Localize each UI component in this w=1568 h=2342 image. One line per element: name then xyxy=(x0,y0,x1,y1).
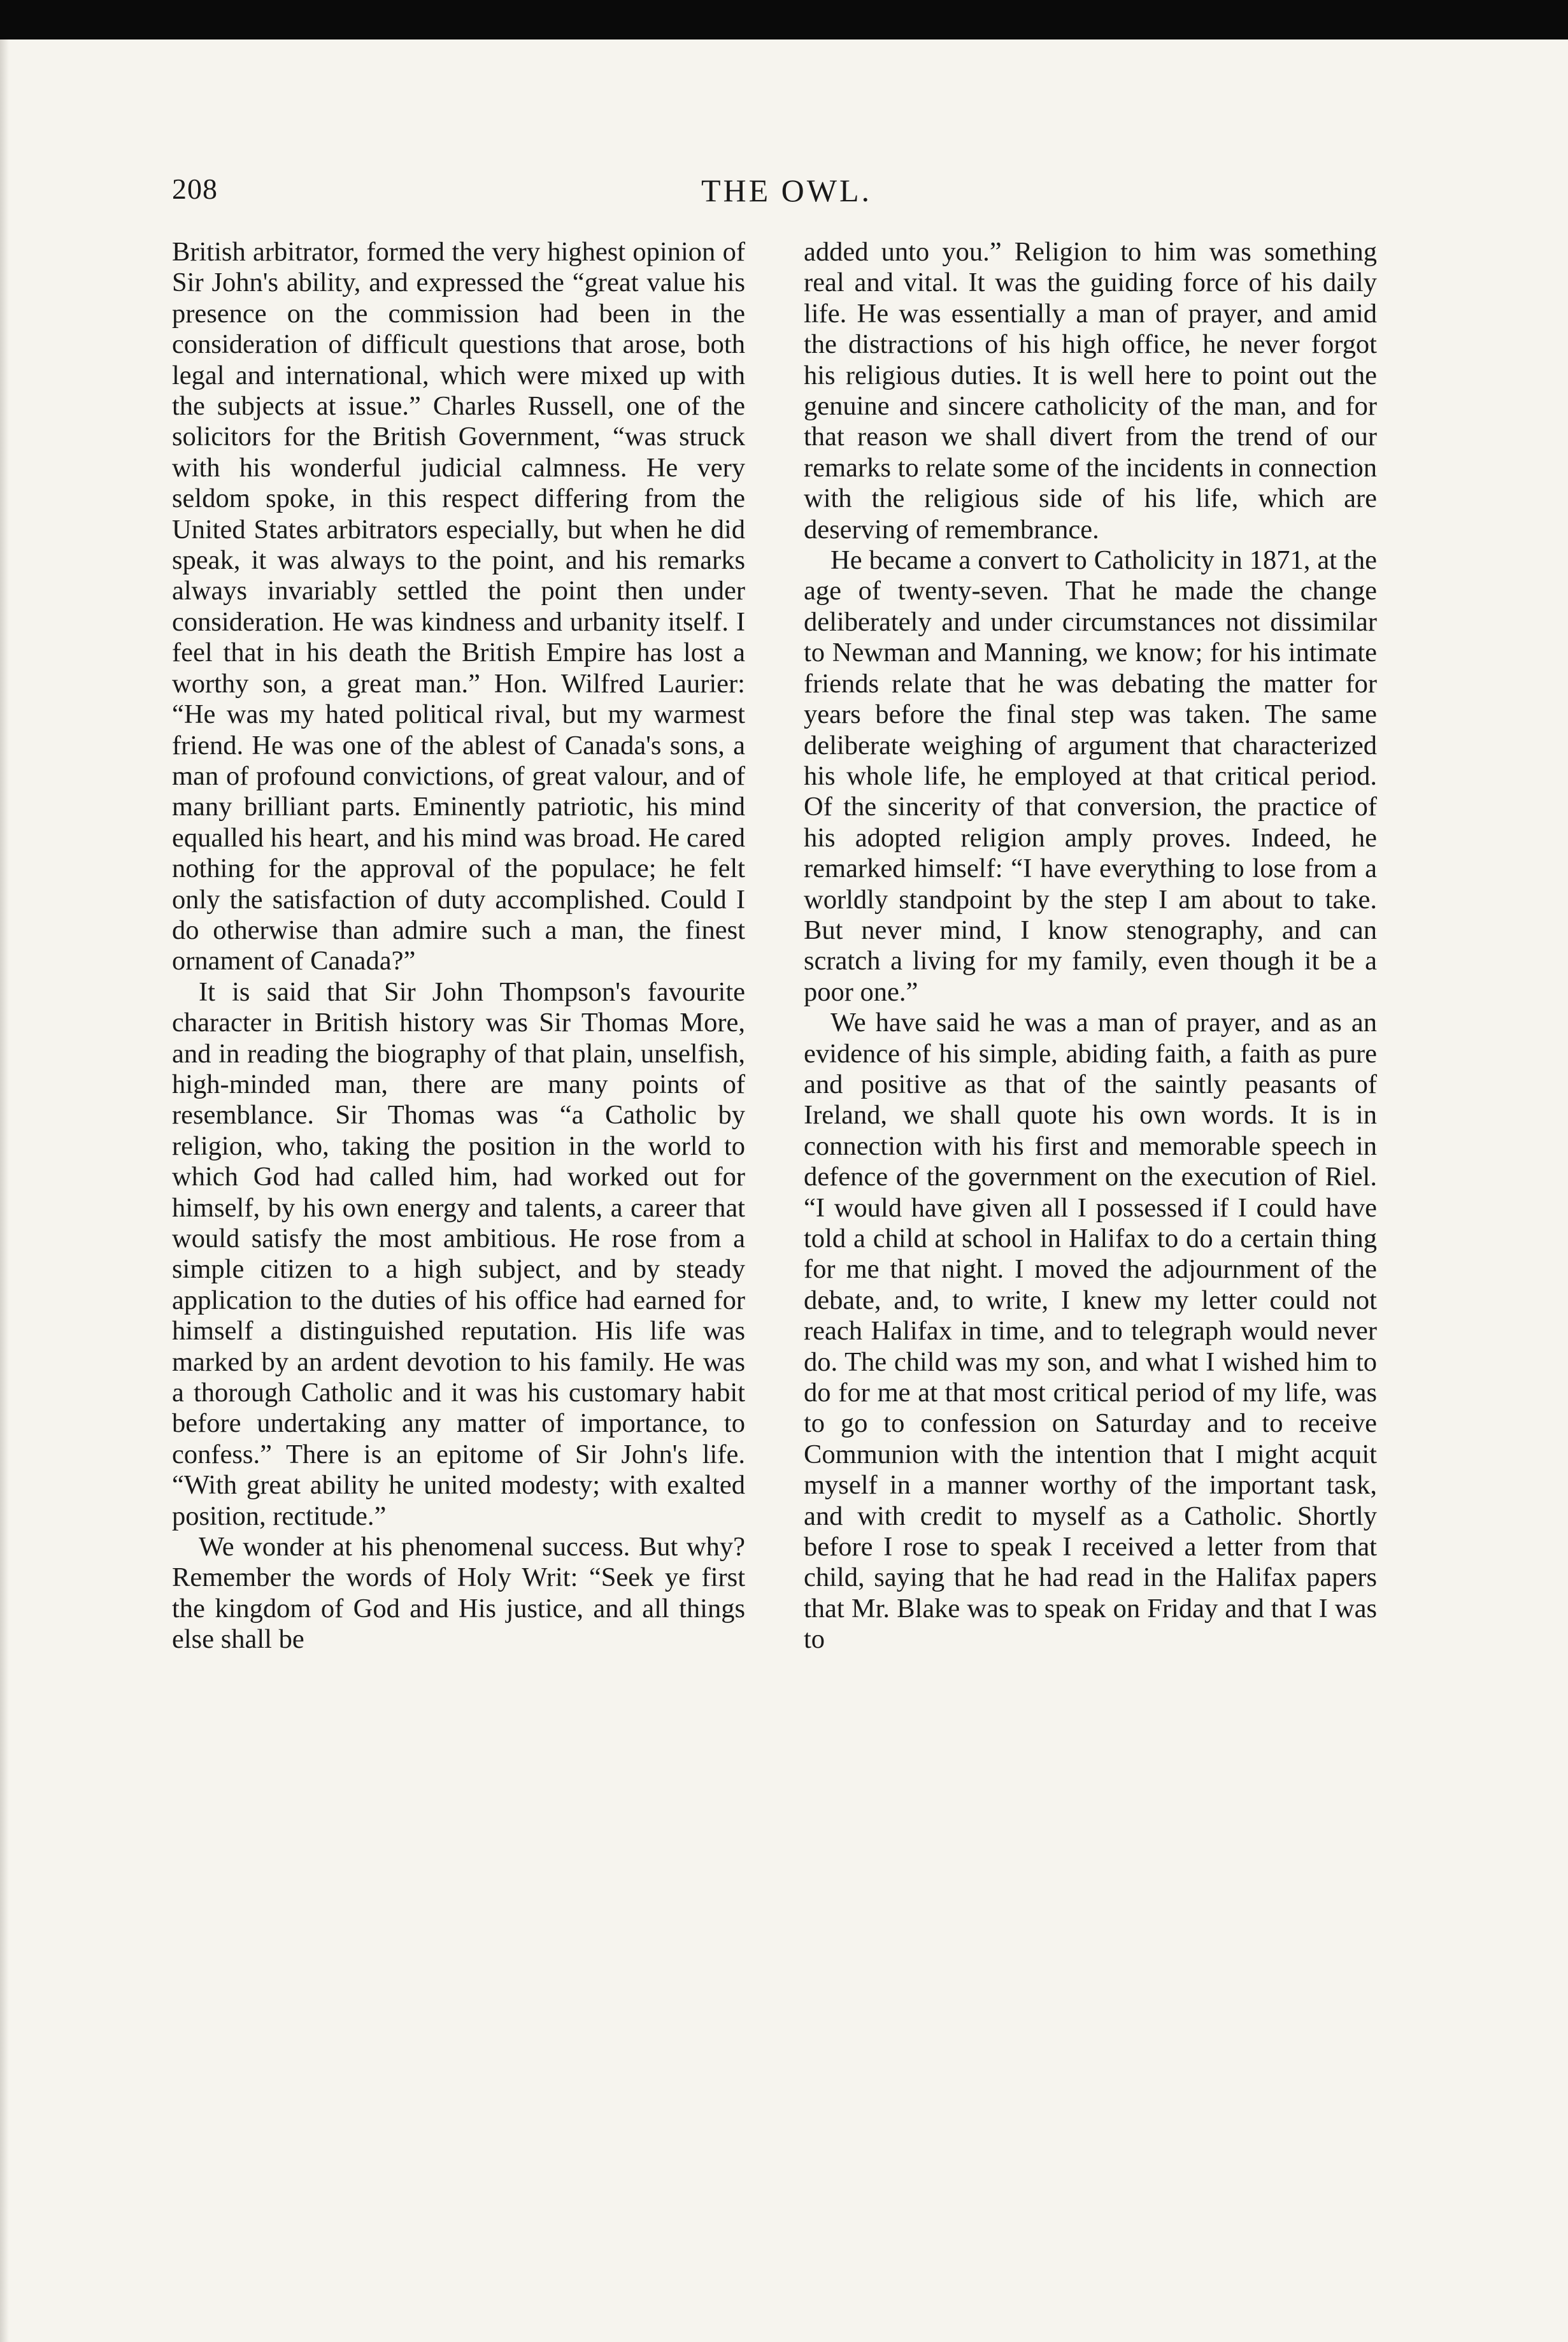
paragraph: It is said that Sir John Thompson's favourite character in British history was Sir Thomas More, and in reading the biography of that plain, unselfish, high-minded man, there are many points of resemblance. Sir Thomas was “a Catholic by religion, who, taking the position in the world to which God had called him, had worked out for himself, by his own energy and talents, a career that would satisfy the most ambitious. He rose from a simple citizen to a high subject, and by steady application to the duties of his office had earned for himself a distinguished reputation. His life was marked by an ardent devotion to his family. He was a thorough Catholic and it was his customary habit before undertaking any matter of importance, to confess.” There is an epitome of Sir John's life. “With great ability he united modesty; with exalted position, rectitude.” xyxy=(172,976,745,1531)
running-title: THE OWL. xyxy=(701,173,873,208)
paragraph: He became a convert to Catholicity in 1871, at the age of twenty-seven. That he made the change deliberately and under circumstances not dissimilar to Newman and Manning, we know; for his intimate friends relate that he was debating the matter for years before the final step was taken. The same deliberate weighing of argument that characterized his whole life, he employed at that critical period. Of the sincerity of that conversion, the practice of his adopted religion amply proves. Indeed, he remarked himself: “I have everything to lose from a worldly standpoint by the step I am about to take. But never mind, I know stenography, and can scratch a living for my family, even though it be a poor one.” xyxy=(804,545,1377,1007)
left-column xyxy=(172,237,745,1655)
paragraph: British arbitrator, formed the very highest opinion of Sir John's ability, and expressed the “great value his presence on the commission had been in the consideration of difficult questions that arose, both legal and international, which were mixed up with the subjects at issue.” Charles Russell, one of the solicitors for the British Government, “was struck with his wonderful judicial calmness. He very seldom spoke, in this respect differing from the United States arbitrators especially, but when he did speak, it was always to the point, and his remarks always invariably settled the point then under consideration. He was kindness and urbanity itself. I feel that in his death the British Empire has lost a worthy son, a great man.” Hon. Wilfred Laurier: “He was my hated political rival, but my warmest friend. He was one of the ablest of Canada's sons, a man of profound convictions, of great valour, and of many brilliant parts. Eminently patriotic, his mind equalled his heart, and his mind was broad. He cared nothing for the approval of the populace; he felt only the satisfaction of duty accomplished. Could I do otherwise than admire such a man, the finest ornament of Canada?” xyxy=(172,237,745,976)
right-column xyxy=(804,237,1377,1655)
scan-left-edge xyxy=(0,39,9,2342)
scan-top-border xyxy=(0,0,1568,39)
page-header xyxy=(172,172,1401,229)
paragraph: added unto you.” Religion to him was something real and vital. It was the guiding force of his daily life. He was essentially a man of prayer, and amid the distractions of his high office, he never forgot his religious duties. It is well here to point out the genuine and sincere catholicity of the man, and for that reason we shall divert from the trend of our remarks to relate some of the incidents in connection with the religious side of his life, which are deserving of remembrance. xyxy=(804,237,1377,545)
page-number: 208 xyxy=(172,173,218,205)
paragraph: We wonder at his phenomenal success. But why? Remember the words of Holy Writ: “Seek ye first the kingdom of God and His justice, and all things else shall be xyxy=(172,1532,745,1655)
paragraph: We have said he was a man of prayer, and as an evidence of his simple, abiding faith, a faith as pure and positive as that of the saintly peasants of Ireland, we shall quote his own words. It is in connection with his first and memorable speech in defence of the government on the execution of Riel. “I would have given all I possessed if I could have told a child at school in Halifax to do a certain thing for me that night. I moved the adjournment of the debate, and, to write, I knew my letter could not reach Halifax in time, and to telegraph would never do. The child was my son, and what I wished him to do for me at that most critical period of my life, was to go to confession on Saturday and to receive Communion with the intention that I might acquit myself in a manner worthy of the important task, and with credit to myself as a Catholic. Shortly before I rose to speak I received a letter from that child, saying that he had read in the Halifax papers that Mr. Blake was to speak on Friday and that I was to xyxy=(804,1008,1377,1655)
